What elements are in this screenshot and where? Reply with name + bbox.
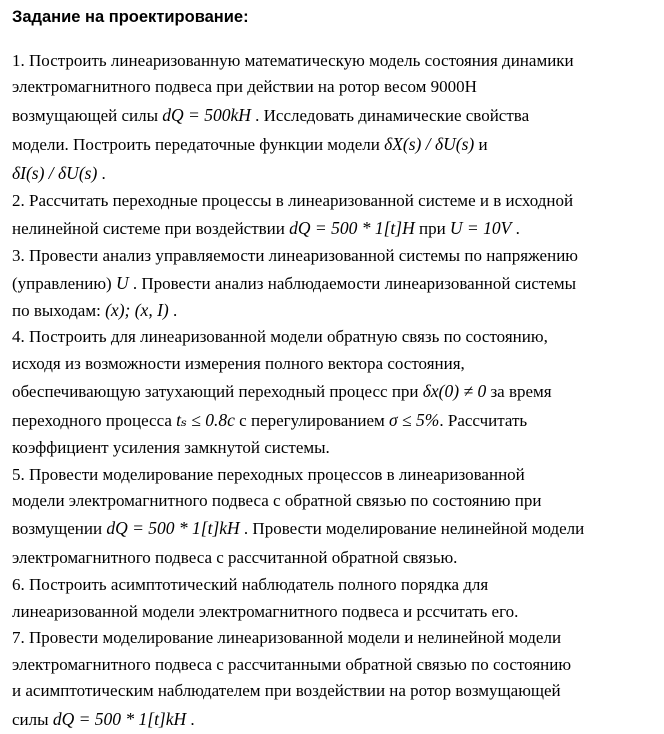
task-line [12, 351, 658, 377]
task-line [12, 243, 658, 269]
task-text: линеаризованной модели электромагнитного подвеса и рссчитать его. [12, 601, 519, 621]
math-formula: U = 10V [449, 218, 512, 239]
task-line [12, 406, 658, 435]
task-text: возмущении [12, 519, 107, 539]
task-text: 6. Построить асимптотический наблюдатель полного порядка для [12, 575, 489, 595]
task-item-5 [12, 462, 658, 573]
task-item-7 [12, 625, 658, 733]
task-text: возмущающей силы [12, 105, 163, 125]
task-line [12, 101, 658, 130]
task-text: . Провести моделирование нелинейной модели [239, 519, 585, 539]
math-formula: dQ = 500kH [162, 104, 251, 125]
task-text: переходного процесса [12, 411, 177, 431]
math-formula: U [115, 272, 129, 293]
math-formula: δI(s) / δU(s) [12, 162, 98, 183]
task-line [12, 130, 658, 159]
task-text: . Провести анализ наблюдаемости линеаризованной системы [128, 273, 577, 293]
task-line [12, 514, 658, 543]
task-line [12, 377, 658, 406]
task-text: . [511, 219, 520, 239]
task-line [12, 705, 658, 734]
task-text: модели электромагнитного подвеса с обратной связью по состоянию при [12, 491, 542, 511]
task-line [12, 678, 658, 704]
task-line [12, 324, 658, 350]
task-line [12, 652, 658, 678]
task-text: . [168, 301, 178, 321]
math-formula: δx(0) ≠ 0 [422, 381, 487, 402]
task-item-2 [12, 188, 658, 243]
math-formula: dQ = 500 * 1[t]kH [52, 708, 187, 729]
task-line [12, 462, 658, 488]
task-line [12, 435, 658, 461]
task-item-4 [12, 324, 658, 461]
task-text: и асимптотическим наблюдателем при воздействии на ротор возмущающей [12, 681, 561, 701]
task-text: 3. Провести анализ управляемости линеаризованной системы по напряжению [12, 246, 578, 266]
math-formula: dQ = 500 * 1[t]kH [106, 518, 240, 539]
task-line [12, 48, 658, 74]
math-formula: tₛ ≤ 0.8с [176, 410, 235, 431]
math-formula: σ ≤ 5% [389, 410, 440, 431]
task-line [12, 214, 658, 243]
task-line [12, 270, 658, 297]
task-line [12, 543, 658, 572]
task-line [12, 188, 658, 214]
task-text: 4. Построить для линеаризованной модели обратную связь по состоянию, [12, 327, 548, 347]
task-text: по выходам: [12, 301, 106, 321]
task-text: 1. Построить линеаризованную математическую модель состояния динамики [12, 51, 574, 70]
task-text: обеспечивающую затухающий переходный процесс при [12, 382, 423, 402]
math-formula: (x); (x, I) [105, 300, 169, 321]
task-text: электромагнитного подвеса при действии на ротор весом 9000Н [12, 77, 477, 97]
task-text: 7. Провести моделирование линеаризованной модели и нелинейной модели [12, 628, 562, 648]
math-formula: dQ = 500 * 1[t]H [289, 218, 415, 239]
task-text: . [97, 163, 106, 183]
task-text: . Рассчитать [439, 411, 528, 431]
task-text: и [474, 134, 488, 154]
task-text: . [186, 709, 195, 729]
task-line [12, 572, 658, 598]
task-item-3 [12, 243, 658, 324]
task-text: . Исследовать динамические свойства [250, 105, 530, 125]
task-text: электромагнитного подвеса с рассчитанными обратной связью по состоянию [12, 654, 572, 674]
task-text: электромагнитного подвеса с рассчитанной обратной связью. [12, 548, 458, 568]
task-text: с перегулированием [234, 411, 390, 431]
task-line [12, 625, 658, 651]
math-formula: δX(s) / δU(s) [384, 133, 475, 154]
task-list [12, 48, 658, 734]
task-line [12, 159, 658, 188]
task-text: модели. Построить передаточные функции модели [12, 134, 385, 154]
task-line [12, 74, 658, 100]
task-text: (управлению) [12, 273, 116, 293]
task-line [12, 599, 658, 625]
task-item-6 [12, 572, 658, 625]
document-title: Задание на проектирование: [12, 8, 249, 26]
task-item-1 [12, 48, 658, 188]
task-line [12, 297, 658, 324]
task-text: при [414, 219, 450, 239]
task-text: 2. Рассчитать переходные процессы в линеаризованной системе и в исходной [12, 190, 574, 210]
task-text: коэффициент усиления замкнутой системы. [12, 438, 330, 458]
task-text: исходя из возможности измерения полного вектора состояния, [12, 353, 465, 373]
task-text: нелинейной системе при воздействии [12, 219, 290, 239]
task-text: силы [12, 709, 53, 729]
task-text: за время [486, 382, 552, 402]
document-page [12, 4, 658, 734]
task-text: 5. Провести моделирование переходных процессов в линеаризованной [12, 464, 525, 484]
task-line [12, 488, 658, 514]
